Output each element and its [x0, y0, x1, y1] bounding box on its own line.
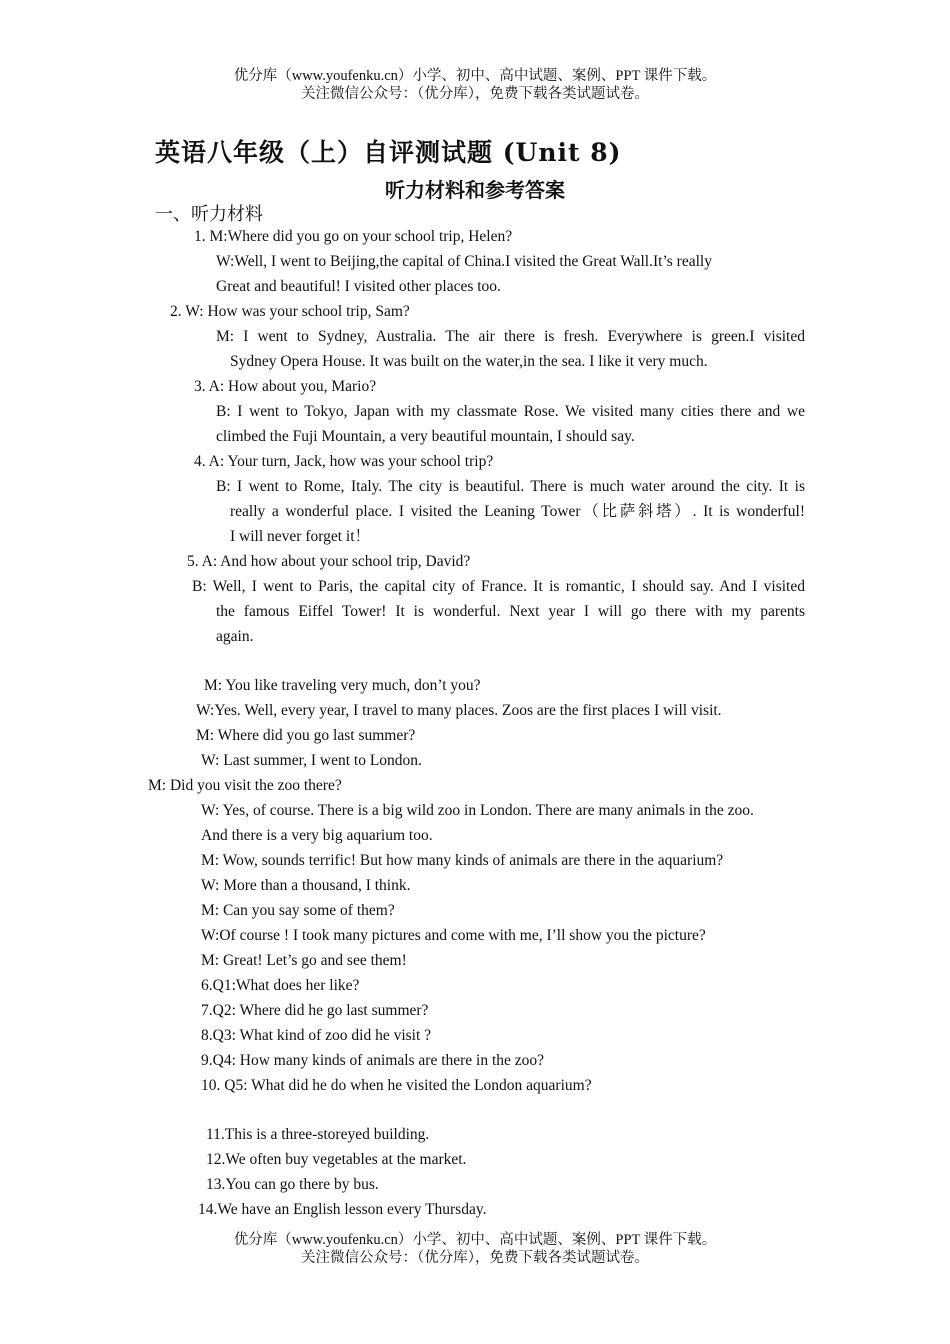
text-line: M: You like traveling very much, don’t you? — [204, 677, 481, 694]
text-line: B: I went to Rome, Italy. The city is beautiful. There is much water around the city. It is — [216, 478, 805, 495]
header-line-1: 优分库（www.youfenku.cn）小学、初中、高中试题、案例、PPT 课件下载。 — [233, 68, 717, 84]
text-line: B: Well, I went to Paris, the capital city of France. It is romantic, I should say. And I visited — [192, 578, 805, 595]
text-line: M: Wow, sounds terrific! But how many kinds of animals are there in the aquarium? — [201, 852, 724, 869]
page-title: 英语八年级（上）自评测试题 (Unit 8) — [155, 138, 622, 167]
page-subtitle: 听力材料和参考答案 — [385, 178, 565, 202]
footer-line-2: 关注微信公众号：（优分库），免费下载各类试题试卷。 — [301, 1250, 649, 1266]
sentence-line: 12.We often buy vegetables at the market. — [206, 1151, 467, 1168]
sentence-line: 14.We have an English lesson every Thursday. — [198, 1201, 487, 1218]
question-line: 7.Q2: Where did he go last summer? — [201, 1002, 429, 1019]
question-line: 6.Q1:What does her like? — [201, 977, 360, 994]
text-line: I will never forget it！ — [230, 528, 371, 545]
question-line: 10. Q5: What did he do when he visited the London aquarium? — [201, 1077, 592, 1094]
text-line: the famous Eiffel Tower! It is wonderful. Next year I will go there with my parents — [216, 603, 805, 620]
sentence-line: 13.You can go there by bus. — [206, 1176, 379, 1193]
text-line: W:Well, I went to Beijing,the capital of China.I visited the Great Wall.It’s really — [216, 253, 712, 270]
text-line: M: I went to Sydney, Australia. The air there is fresh. Everywhere is green.I visited — [216, 328, 805, 345]
text-line: climbed the Fuji Mountain, a very beautiful mountain, I should say. — [216, 428, 635, 445]
footer-line-1: 优分库（www.youfenku.cn）小学、初中、高中试题、案例、PPT 课件下载。 — [233, 1232, 717, 1248]
text-line: Sydney Opera House. It was built on the water,in the sea. I like it very much. — [230, 353, 708, 370]
text-line: And there is a very big aquarium too. — [201, 827, 433, 844]
text-line: W: More than a thousand, I think. — [201, 877, 411, 894]
question-line: 8.Q3: What kind of zoo did he visit ? — [201, 1027, 432, 1044]
section-heading: 一、听力材料 — [155, 204, 263, 224]
text-line: 4. A: Your turn, Jack, how was your school trip? — [194, 453, 494, 470]
text-line: B: I went to Tokyo, Japan with my classmate Rose. We visited many cities there and we — [216, 403, 805, 420]
text-line: 2. W: How was your school trip, Sam? — [170, 303, 410, 320]
header-line-2: 关注微信公众号：（优分库），免费下载各类试题试卷。 — [301, 86, 649, 102]
text-line: Great and beautiful! I visited other places too. — [216, 278, 501, 295]
text-line: W:Yes. Well, every year, I travel to many places. Zoos are the first places I will visit. — [196, 702, 722, 719]
text-line: M: Can you say some of them? — [201, 902, 395, 919]
text-line: again. — [216, 628, 254, 645]
text-line: W:Of course ! I took many pictures and come with me, I’ll show you the picture? — [201, 927, 706, 944]
sentence-line: 11.This is a three-storeyed building. — [206, 1126, 430, 1143]
text-line: really a wonderful place. I visited the Leaning Tower（比萨斜塔）. It is wonderful! — [230, 503, 805, 520]
question-line: 9.Q4: How many kinds of animals are there in the zoo? — [201, 1052, 545, 1069]
text-line: M: Great! Let’s go and see them! — [201, 952, 407, 969]
text-line: 1. M:Where did you go on your school trip, Helen? — [194, 228, 513, 245]
text-line: M: Did you visit the zoo there? — [148, 777, 342, 794]
text-line: W: Yes, of course. There is a big wild zoo in London. There are many animals in the zoo. — [201, 802, 754, 819]
text-line: M: Where did you go last summer? — [196, 727, 416, 744]
text-line: W: Last summer, I went to London. — [201, 752, 422, 769]
text-line: 3. A: How about you, Mario? — [194, 378, 377, 395]
text-line: 5. A: And how about your school trip, David? — [187, 553, 471, 570]
